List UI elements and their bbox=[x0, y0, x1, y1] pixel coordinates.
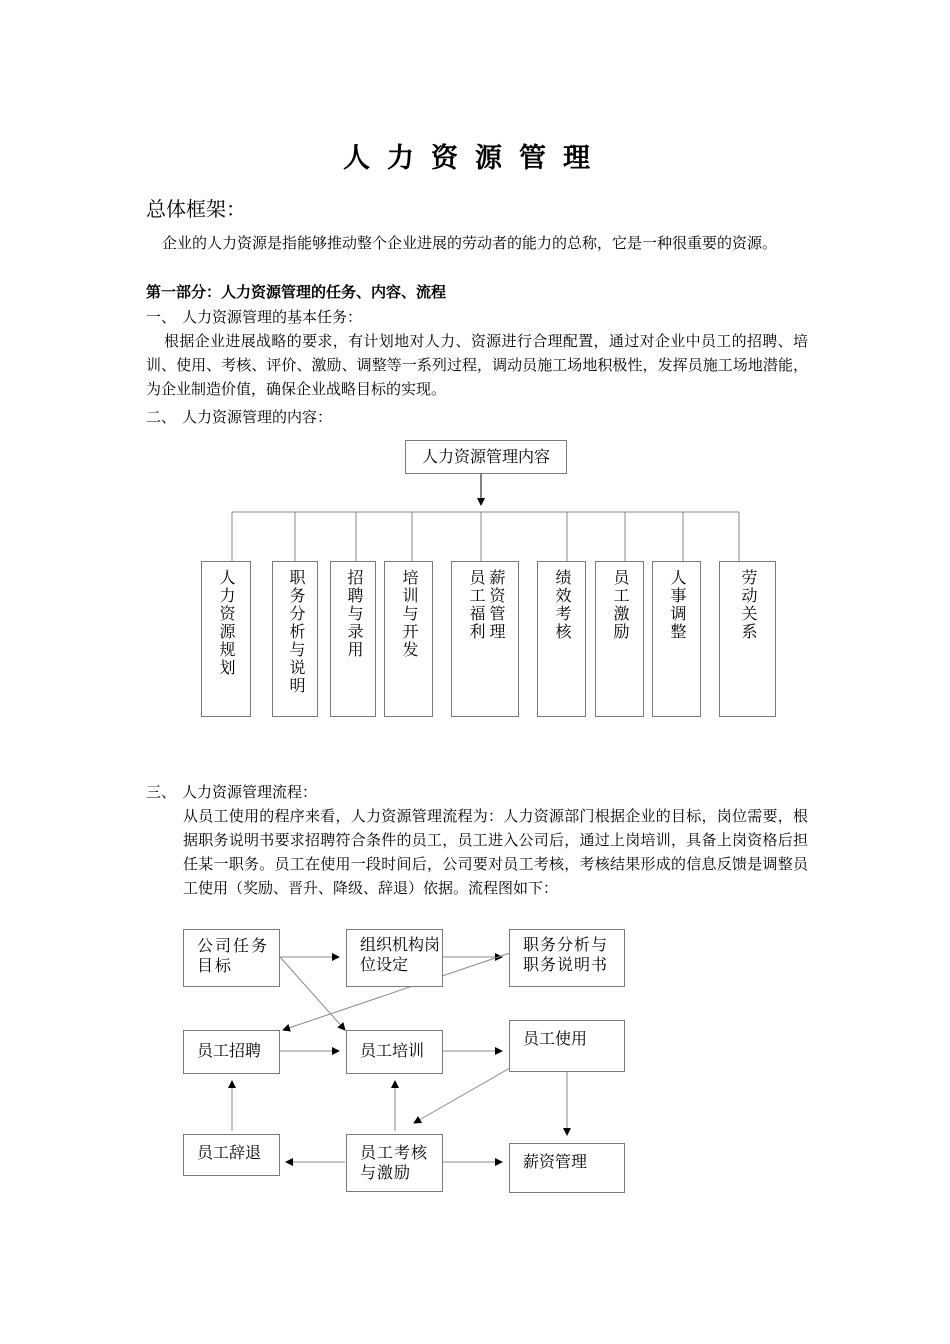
content-item-label: 人事调整 bbox=[668, 569, 687, 641]
content-item-box bbox=[719, 561, 776, 717]
content-item-box bbox=[595, 561, 644, 717]
content-item-box bbox=[451, 561, 519, 717]
content-root-box bbox=[405, 440, 567, 474]
flow-box-usage: 员工使用 bbox=[509, 1020, 625, 1072]
flow-box-org-structure: 组织机构岗位设定 bbox=[346, 929, 443, 987]
flow-box-recruit: 员工招聘 bbox=[183, 1030, 280, 1074]
content-item-box bbox=[384, 561, 433, 717]
flow-box-dismissal: 员工辞退 bbox=[183, 1134, 280, 1176]
content-item-box bbox=[537, 561, 586, 717]
content-item-label: 薪资管理员工福利 bbox=[467, 569, 506, 641]
content-root-label: 人力资源管理内容 bbox=[421, 447, 550, 466]
page-title: 人力资源管理 bbox=[343, 143, 607, 174]
intro-paragraph: 企业的人力资源是指能够推动整个企业进展的劳动者的能力的总称，它是一种很重要的资源。 bbox=[162, 234, 778, 252]
section1-number: 一、 bbox=[146, 308, 177, 326]
section2-title: 人力资源管理的内容： bbox=[182, 408, 333, 426]
flow-box-company-goal: 公司任务目标 bbox=[183, 929, 280, 987]
content-item-label: 职务分析与说明 bbox=[287, 569, 306, 695]
flow-box-appraisal: 员工考核与激励 bbox=[346, 1134, 443, 1192]
content-item-label: 绩效考核 bbox=[553, 569, 572, 641]
section3-paragraph: 从员工使用的程序来看，人力资源管理流程为：人力资源部门根据企业的目标，岗位需要，根据职务说明书要求招聘符合条件的员工，员工进入公司后，通过上岗培训，具备上岗资格后担任某一职务。员工在使用一段时间后，公司要对员工考核，考核结果形成的信息反馈是调整员工使用（奖励、晋升、降级、辞退）依据。流程图如下： bbox=[183, 807, 808, 897]
content-item-box bbox=[272, 561, 318, 717]
content-item-label: 劳动关系 bbox=[739, 569, 758, 641]
section3-heading bbox=[146, 780, 317, 804]
content-item-label: 培训与开发 bbox=[400, 569, 419, 659]
section3-title: 人力资源管理流程： bbox=[182, 783, 318, 801]
section2-number: 二、 bbox=[146, 408, 177, 426]
content-item-box bbox=[201, 561, 251, 717]
content-chart-lines bbox=[232, 474, 739, 561]
content-item-label: 招聘与录用 bbox=[345, 569, 364, 659]
content-item-label: 人力资源规划 bbox=[217, 569, 236, 677]
framework-heading: 总体框架： bbox=[146, 197, 246, 221]
flow-box-job-analysis: 职务分析与职务说明书 bbox=[509, 929, 625, 987]
flow-box-training: 员工培训 bbox=[346, 1030, 443, 1074]
section1-title: 人力资源管理的基本任务： bbox=[182, 308, 363, 326]
content-item-label: 员工激励 bbox=[611, 569, 630, 641]
flow-box-salary: 薪资管理 bbox=[509, 1143, 625, 1193]
content-item-box bbox=[652, 561, 701, 717]
content-item-box bbox=[330, 561, 376, 717]
part1-heading: 第一部分：人力资源管理的任务、内容、流程 bbox=[146, 283, 447, 301]
section3-number: 三、 bbox=[146, 783, 177, 801]
section1-paragraph: 根据企业进展战略的要求，有计划地对人力、资源进行合理配置，通过对企业中员工的招聘、培训、使用、考核、评价、激励、调整等一系列过程，调动员施工场地积极性，发挥员施工场地潜能，为企业制造价值，确保企业战略目标的实现。 bbox=[146, 332, 808, 398]
